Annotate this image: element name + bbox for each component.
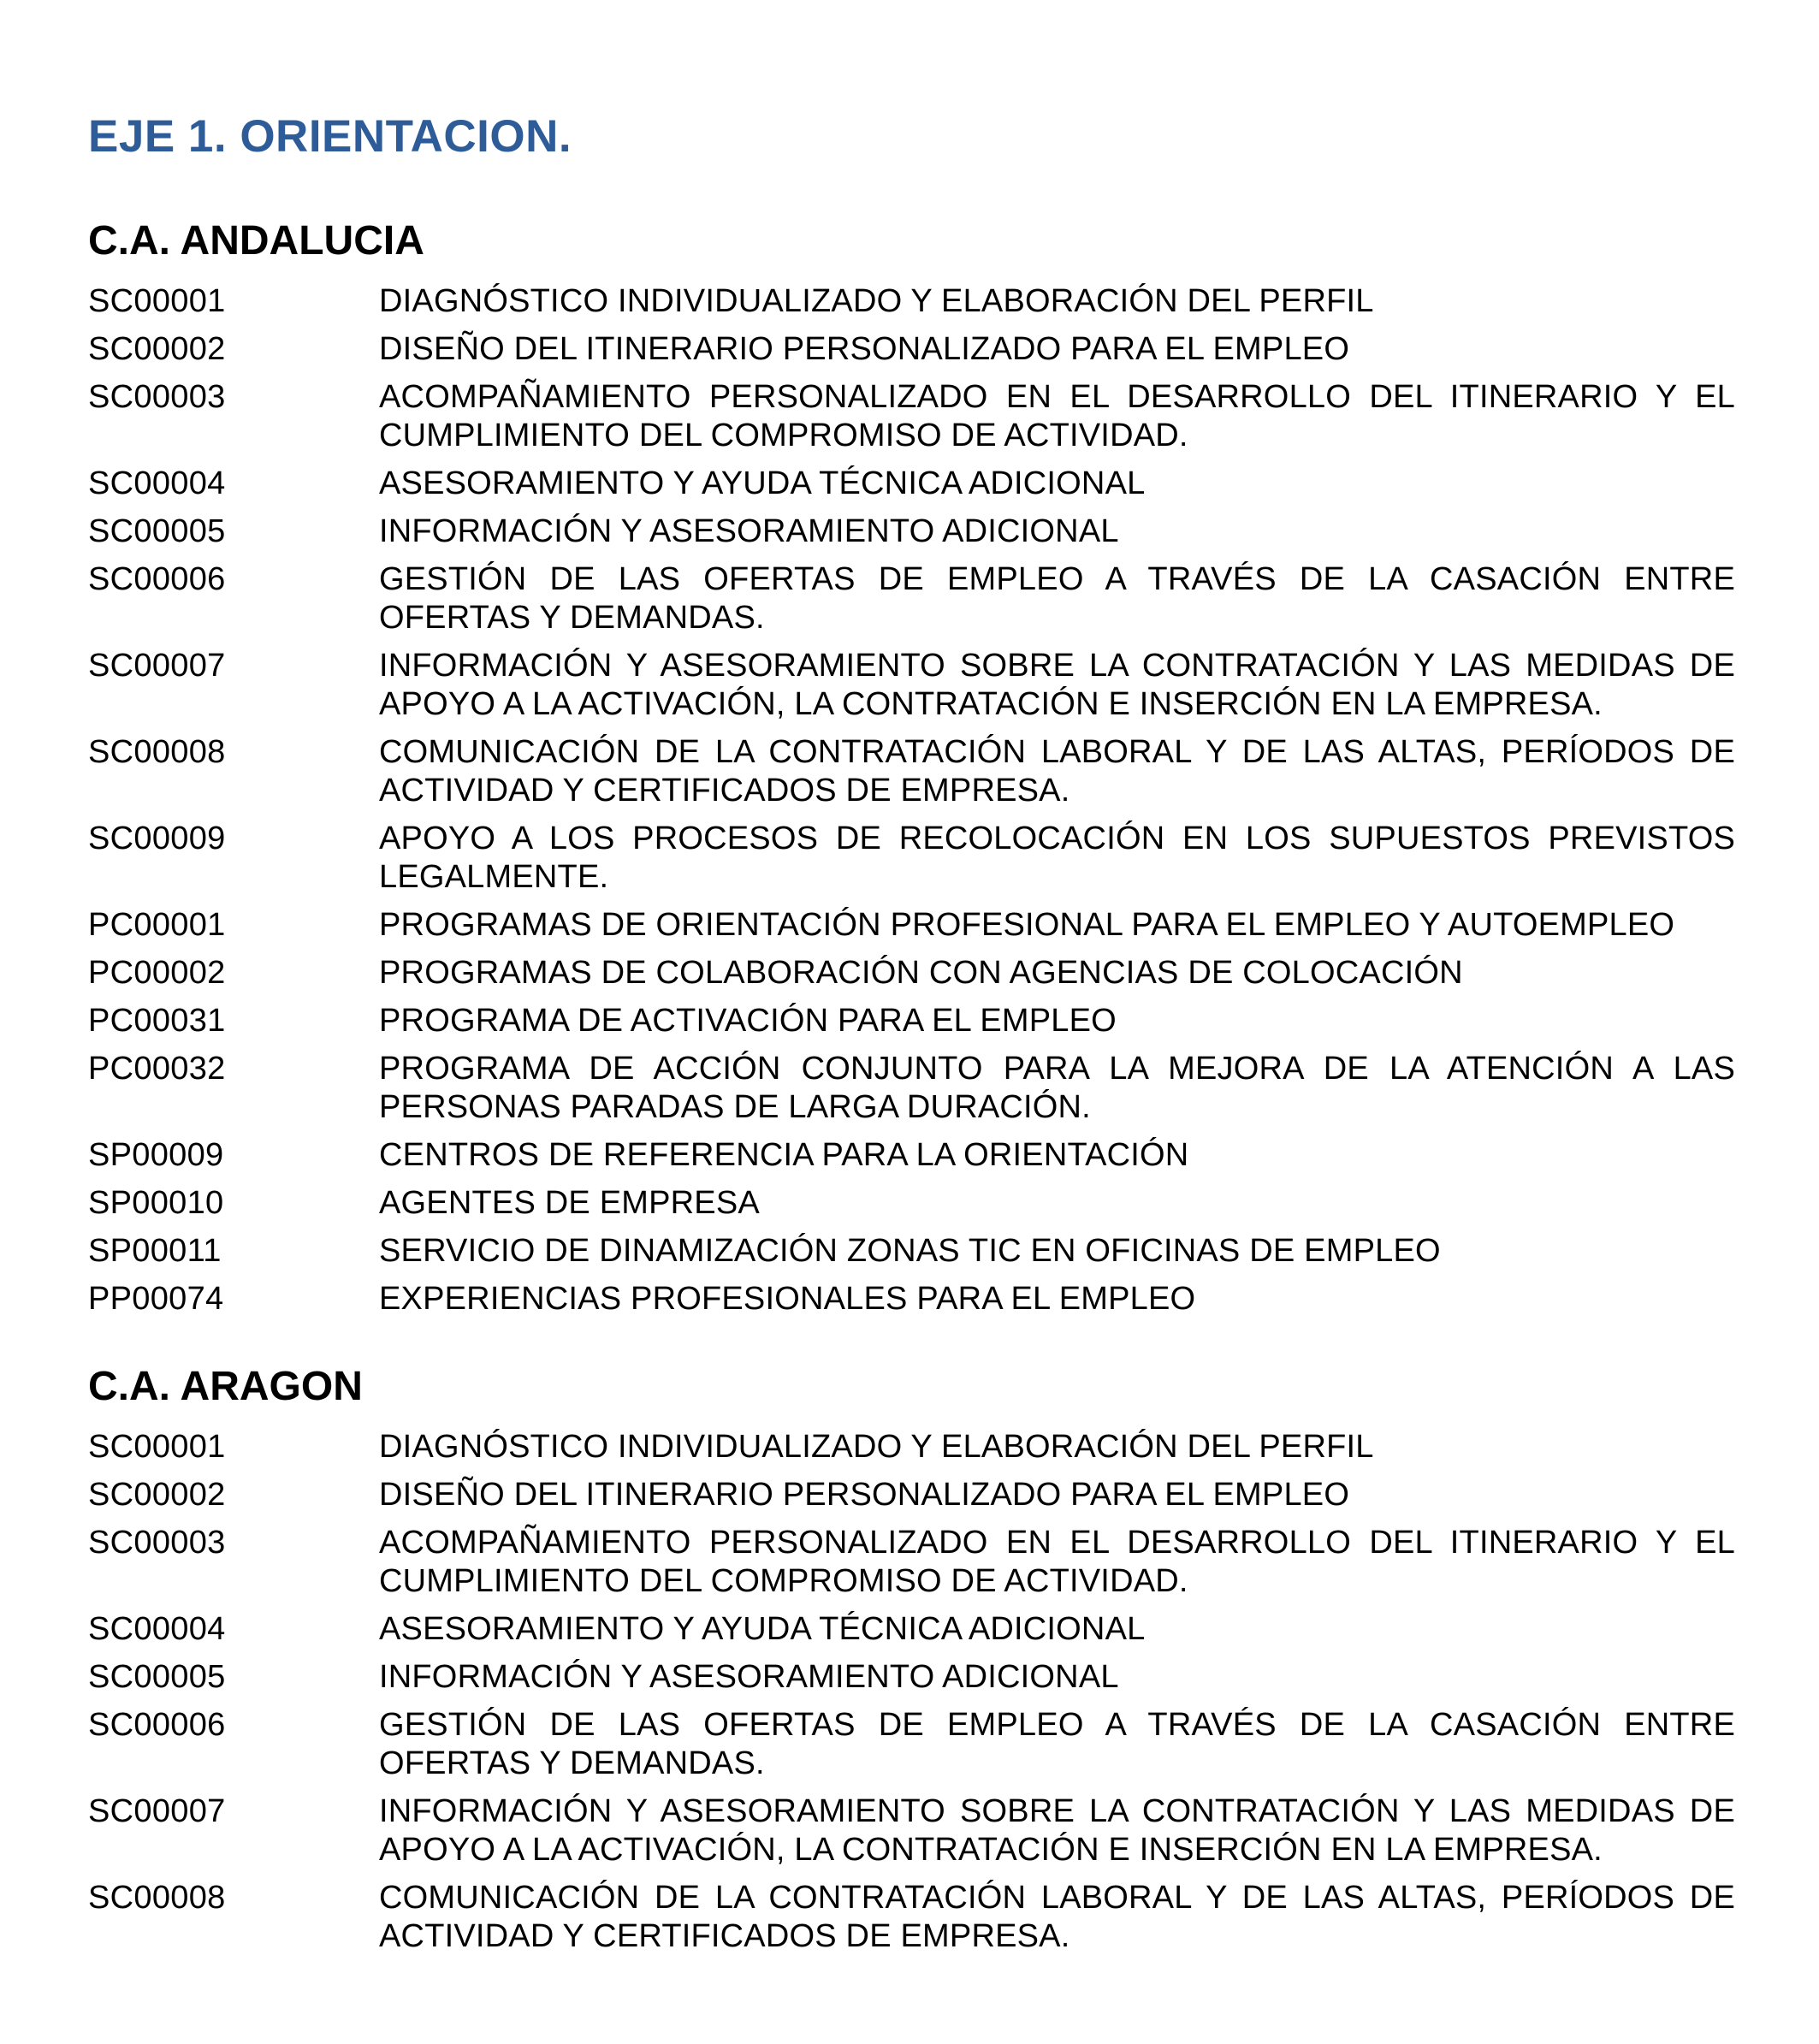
service-row: [88, 1658, 1735, 1697]
region-title: C.A. ARAGON: [88, 1364, 363, 1409]
service-code: PC00032: [88, 1051, 226, 1087]
service-row: [88, 1792, 1735, 1869]
sections-container: [88, 216, 1735, 1956]
service-code: SC00004: [88, 465, 226, 501]
service-description: CENTROS DE REFERENCIA PARA LA ORIENTACIÓN: [379, 1137, 1189, 1173]
service-description: COMUNICACIÓN DE LA CONTRATACIÓN LABORAL Y DE LAS ALTAS, PERÍODOS DE ACTIVIDAD Y CERTIFICADOS DE EMPRESA.: [379, 734, 1735, 809]
service-row: [88, 1476, 1735, 1514]
document-page: [88, 110, 1735, 1965]
service-description: DISEÑO DEL ITINERARIO PERSONALIZADO PARA EL EMPLEO: [379, 331, 1350, 367]
service-row: [88, 1280, 1735, 1318]
service-code: SC00004: [88, 1611, 226, 1647]
service-description: EXPERIENCIAS PROFESIONALES PARA EL EMPLEO: [379, 1281, 1196, 1317]
service-row: [88, 1524, 1735, 1601]
service-row: [88, 512, 1735, 551]
service-code: SC00001: [88, 1429, 226, 1465]
service-description: PROGRAMAS DE COLABORACIÓN CON AGENCIAS DE COLOCACIÓN: [379, 955, 1463, 991]
service-code: SC00003: [88, 1525, 226, 1561]
service-description: ACOMPAÑAMIENTO PERSONALIZADO EN EL DESARROLLO DEL ITINERARIO Y EL CUMPLIMIENTO DEL COMPROMISO DE ACTIVIDAD.: [379, 1525, 1735, 1599]
service-description: GESTIÓN DE LAS OFERTAS DE EMPLEO A TRAVÉS DE LA CASACIÓN ENTRE OFERTAS Y DEMANDAS.: [379, 561, 1735, 636]
service-description: ASESORAMIENTO Y AYUDA TÉCNICA ADICIONAL: [379, 1611, 1146, 1647]
service-row: [88, 378, 1735, 455]
service-row: [88, 282, 1735, 321]
service-row: [88, 733, 1735, 810]
service-code: SC00001: [88, 283, 226, 319]
service-code: PC00031: [88, 1003, 226, 1039]
service-description: ACOMPAÑAMIENTO PERSONALIZADO EN EL DESARROLLO DEL ITINERARIO Y EL CUMPLIMIENTO DEL COMPROMISO DE ACTIVIDAD.: [379, 379, 1735, 453]
service-code: SC00006: [88, 1707, 226, 1743]
service-code: PC00002: [88, 955, 226, 991]
service-code: PC00001: [88, 907, 226, 943]
service-description: PROGRAMA DE ACTIVACIÓN PARA EL EMPLEO: [379, 1003, 1117, 1039]
service-row: [88, 1879, 1735, 1956]
service-code: SC00005: [88, 513, 226, 549]
service-description: INFORMACIÓN Y ASESORAMIENTO SOBRE LA CONTRATACIÓN Y LAS MEDIDAS DE APOYO A LA ACTIVACIÓN, LA CONTRATACIÓN E INSERCIÓN EN LA EMPRESA.: [379, 648, 1735, 722]
service-code: SP00010: [88, 1185, 224, 1221]
service-row: [88, 906, 1735, 945]
service-description: DISEÑO DEL ITINERARIO PERSONALIZADO PARA EL EMPLEO: [379, 1477, 1350, 1513]
service-description: INFORMACIÓN Y ASESORAMIENTO SOBRE LA CONTRATACIÓN Y LAS MEDIDAS DE APOYO A LA ACTIVACIÓN, LA CONTRATACIÓN E INSERCIÓN EN LA EMPRESA.: [379, 1793, 1735, 1868]
service-row: [88, 1706, 1735, 1783]
service-description: SERVICIO DE DINAMIZACIÓN ZONAS TIC EN OFICINAS DE EMPLEO: [379, 1233, 1441, 1269]
service-description: AGENTES DE EMPRESA: [379, 1185, 760, 1221]
service-list: [88, 282, 1735, 1318]
service-row: [88, 1184, 1735, 1223]
service-description: PROGRAMA DE ACCIÓN CONJUNTO PARA LA MEJORA DE LA ATENCIÓN A LAS PERSONAS PARADAS DE LARGA DURACIÓN.: [379, 1051, 1735, 1125]
service-row: [88, 560, 1735, 637]
service-row: [88, 1232, 1735, 1271]
service-code: SC00008: [88, 1880, 226, 1916]
service-row: [88, 820, 1735, 897]
service-description: COMUNICACIÓN DE LA CONTRATACIÓN LABORAL Y DE LAS ALTAS, PERÍODOS DE ACTIVIDAD Y CERTIFICADOS DE EMPRESA.: [379, 1880, 1735, 1954]
service-row: [88, 1428, 1735, 1466]
service-code: SP00011: [88, 1233, 222, 1269]
service-row: [88, 465, 1735, 503]
region-section: [88, 216, 1735, 1318]
service-code: SC00003: [88, 379, 226, 415]
service-row: [88, 1050, 1735, 1127]
service-code: SC00007: [88, 1793, 226, 1829]
service-description: PROGRAMAS DE ORIENTACIÓN PROFESIONAL PARA EL EMPLEO Y AUTOEMPLEO: [379, 907, 1675, 943]
service-description: INFORMACIÓN Y ASESORAMIENTO ADICIONAL: [379, 513, 1119, 549]
service-description: INFORMACIÓN Y ASESORAMIENTO ADICIONAL: [379, 1659, 1119, 1695]
region-section: [88, 1361, 1735, 1956]
service-row: [88, 954, 1735, 992]
service-description: DIAGNÓSTICO INDIVIDUALIZADO Y ELABORACIÓN DEL PERFIL: [379, 1429, 1374, 1465]
region-title: C.A. ANDALUCIA: [88, 218, 424, 264]
service-code: SC00002: [88, 331, 226, 367]
service-row: [88, 1136, 1735, 1175]
service-code: SC00005: [88, 1659, 226, 1695]
service-code: SC00009: [88, 821, 226, 856]
service-row: [88, 647, 1735, 724]
service-row: [88, 1002, 1735, 1040]
service-list: [88, 1428, 1735, 1956]
service-code: SC00002: [88, 1477, 226, 1513]
service-description: DIAGNÓSTICO INDIVIDUALIZADO Y ELABORACIÓN DEL PERFIL: [379, 283, 1374, 319]
service-row: [88, 330, 1735, 369]
page-title: EJE 1. ORIENTACION.: [88, 111, 572, 162]
service-description: APOYO A LOS PROCESOS DE RECOLOCACIÓN EN LOS SUPUESTOS PREVISTOS LEGALMENTE.: [379, 821, 1735, 895]
service-code: SC00008: [88, 734, 226, 770]
service-description: GESTIÓN DE LAS OFERTAS DE EMPLEO A TRAVÉS DE LA CASACIÓN ENTRE OFERTAS Y DEMANDAS.: [379, 1707, 1735, 1781]
service-code: PP00074: [88, 1281, 224, 1317]
service-code: SC00007: [88, 648, 226, 684]
service-code: SC00006: [88, 561, 226, 597]
service-description: ASESORAMIENTO Y AYUDA TÉCNICA ADICIONAL: [379, 465, 1146, 501]
service-row: [88, 1610, 1735, 1649]
service-code: SP00009: [88, 1137, 224, 1173]
